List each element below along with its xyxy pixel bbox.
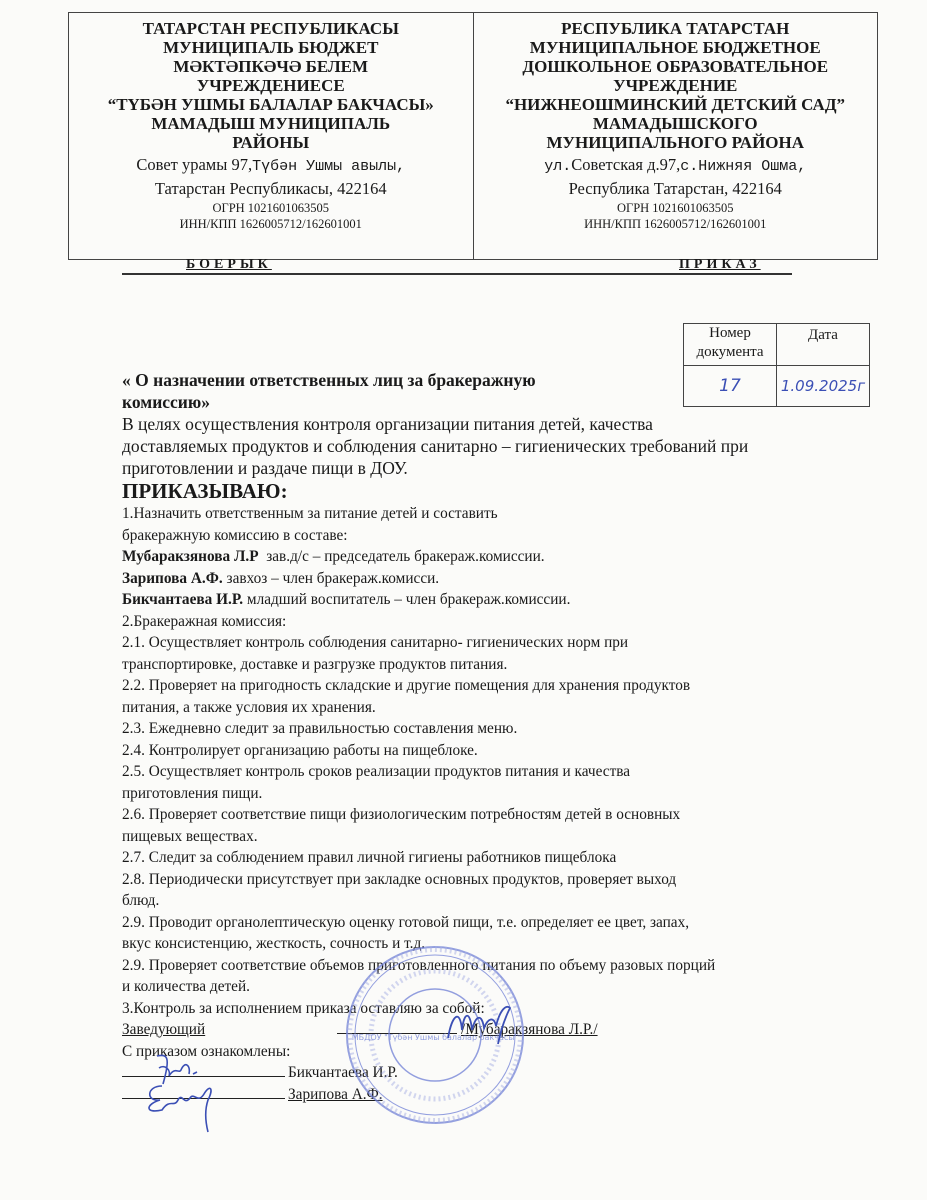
acquainted-label: С приказом ознакомлены: [122, 1042, 291, 1060]
inn-kpp: ИНН/КПП 1626005712/162601001 [584, 217, 767, 231]
order-title: « О назначении ответственных лиц за бракеражную [122, 370, 536, 390]
item-line: транспортировке, доставке и разгрузке продуктов питания. [122, 655, 508, 673]
address-line: Республика Татарстан, 422164 [568, 179, 782, 198]
org-line: РАЙОНЫ [232, 133, 310, 152]
item-line: вкус консистенцию, жесткость, сочность и т.д. [122, 935, 426, 952]
order-label-russian: ПРИКАЗ [679, 257, 761, 272]
number-header: документа [696, 344, 764, 360]
org-line: УЧРЕЖДЕНИЕ [613, 76, 738, 95]
item-line: приготовления пищи. [122, 784, 263, 802]
divider [122, 273, 406, 275]
item-line: и количества детей. [122, 978, 250, 995]
org-line: МАМАДЫШСКОГО [592, 114, 758, 133]
item-line: 2.2. Проверяет на пригодность складские и другие помещения для хранения продуктов [122, 677, 691, 694]
item-line: питания, а также условия их хранения. [122, 698, 376, 716]
org-name-tatar [69, 19, 473, 152]
address-part: Советская д.97, [571, 155, 681, 174]
item-line: 1.Назначить ответственным за питание детей и составить [122, 505, 498, 522]
org-line: РЕСПУБЛИКА ТАТАРСТАН [561, 19, 790, 38]
document-number: 17 [719, 376, 741, 396]
signature-zaripova [140, 1078, 230, 1138]
stamp-text: МБДОУ "Түбән Ушмы балалар бакчасы" [351, 1033, 519, 1042]
item-line: пищевых веществах. [122, 827, 258, 845]
address-part: Түбән Ушмы авылы, [252, 158, 406, 175]
item-line: 2.1. Осуществляет контроль соблюдения санитарно- гигиенических норм при [122, 634, 629, 651]
preamble-line: доставляемых продуктов и соблюдения санитарно – гигиенических требований при [122, 436, 749, 456]
acquainted-person: Зарипова А.Ф. [288, 1085, 383, 1103]
org-line: “НИЖНЕОШМИНСКИЙ ДЕТСКИЙ САД” [505, 95, 846, 114]
item-line: 2.9. Проверяет соответствие объемов приготовленного питания по объему разовых порций [122, 956, 716, 974]
number-header: Номер [709, 325, 751, 341]
divider [406, 273, 792, 275]
item-line: 2.9. Проводит органолептическую оценку готовой пищи, т.е. определяет ее цвет, запах, [122, 913, 690, 931]
preamble-line: приготовлении и раздаче пищи в ДОУ. [122, 458, 408, 478]
org-line: ДОШКОЛЬНОЕ ОБРАЗОВАТЕЛЬНОЕ [522, 57, 829, 76]
member [122, 546, 862, 568]
ogrn: ОГРН 1021601063505 [616, 201, 734, 215]
item-line: бракеражную комиссию в составе: [122, 526, 348, 544]
head-name: /Мубаракзянова Л.Р./ [461, 1021, 598, 1038]
order-word: ПРИКАЗЫВАЮ: [122, 479, 288, 503]
member-role: младший воспитатель – член бракераж.комиссии. [243, 591, 571, 608]
member-name: Мубаракзянова Л.Р [122, 548, 259, 565]
member-role: завхоз – член бракераж.комисси. [222, 569, 440, 587]
preamble-line: В целях осуществления контроля организации питания детей, качества [122, 414, 653, 434]
item-line: 2.3. Ежедневно следит за правильностью составления меню. [122, 720, 518, 737]
address-part: с.Нижняя Ошма, [680, 158, 807, 175]
date-header: Дата [777, 324, 870, 366]
member-name: Зарипова А.Ф. [122, 569, 223, 587]
order-intro [122, 369, 842, 503]
address-line: Татарстан Республикасы, 422164 [154, 179, 387, 198]
head-signature [440, 1000, 530, 1050]
org-line: ТАТАРСТАН РЕСПУБЛИКАСЫ [142, 19, 399, 38]
org-line: МӘКТӘПКӘЧӘ БЕЛЕМ [173, 57, 369, 76]
item-line: 2.6. Проверяет соответствие пищи физиологическим потребностям детей в основных [122, 806, 681, 823]
letterhead-russian [474, 13, 878, 259]
org-line: “ТҮБӘН УШМЫ БАЛАЛАР БАКЧАСЫ» [107, 95, 434, 114]
org-line: МУНИЦИПАЛЬНОЕ БЮДЖЕТНОЕ [529, 38, 821, 57]
address-line [69, 154, 473, 178]
member [122, 568, 862, 590]
item-line: 2.7. Следит за соблюдением правил личной гигиены работников пищеблока [122, 849, 617, 866]
member-name: Бикчантаева И.Р. [122, 591, 244, 608]
address-part: ул. [544, 158, 572, 175]
acquainted-person: Бикчантаева И.Р. [288, 1064, 398, 1081]
document-date: 1.09.2025г [780, 376, 866, 395]
org-line: МАМАДЫШ МУНИЦИПАЛЬ [151, 114, 391, 133]
org-line: МУНИЦИПАЛЬ БЮДЖЕТ [163, 38, 379, 57]
ogrn: ОГРН 1021601063505 [212, 201, 330, 215]
item-line: 2.Бракеражная комиссия: [122, 612, 287, 630]
letterhead-tatar [69, 13, 474, 259]
head-position: Заведующий [122, 1021, 206, 1038]
org-line: МУНИЦИПАЛЬНОГО РАЙОНА [546, 133, 805, 152]
item-line: 3.Контроль за исполнением приказа оставляю за собой: [122, 999, 485, 1017]
address-part: Совет урамы 97, [136, 155, 253, 174]
item-line: блюд. [122, 892, 160, 909]
order-label-tatar: БОЕРЫК [186, 257, 272, 272]
item-line: 2.8. Периодически присутствует при закладке основных продуктов, проверяет выход [122, 870, 677, 888]
org-line: УЧРЕЖДЕНИЕСЕ [196, 76, 345, 95]
item-line: 2.4. Контролирует организацию работы на пищеблоке. [122, 741, 478, 759]
member [122, 589, 862, 611]
address-line [474, 154, 878, 178]
inn-kpp: ИНН/КПП 1626005712/162601001 [179, 217, 362, 231]
item-line: 2.5. Осуществляет контроль сроков реализации продуктов питания и качества [122, 763, 631, 780]
org-name-russian [474, 19, 878, 152]
member-role: зав.д/с – председатель бракераж.комиссии. [258, 548, 545, 565]
order-title: комиссию» [122, 392, 211, 412]
letterhead [68, 12, 878, 260]
